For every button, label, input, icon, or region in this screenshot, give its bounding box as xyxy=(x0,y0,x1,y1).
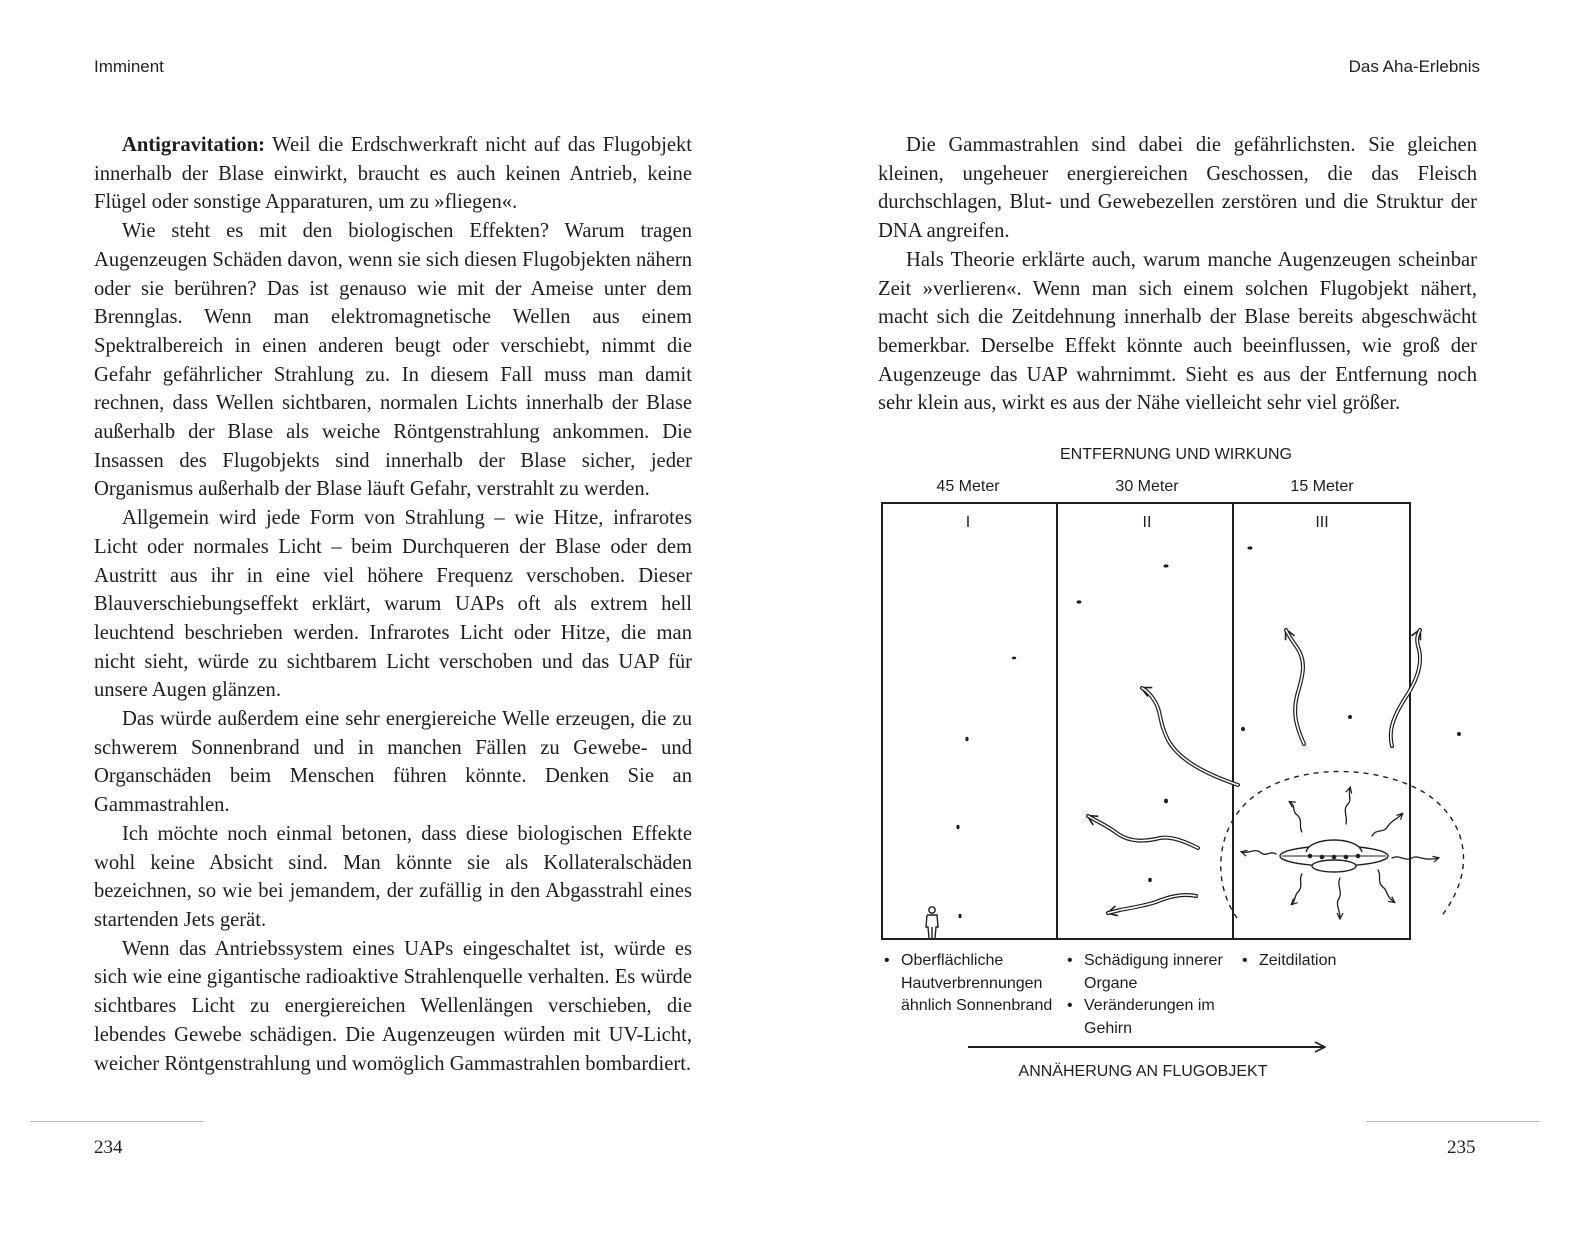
particle xyxy=(1163,564,1168,567)
zone-numeral: III xyxy=(1315,514,1329,531)
running-header-right: Das Aha-Erlebnis xyxy=(1348,57,1480,76)
paragraph: Wenn das Antriebssystem eines UAPs eingeschaltet ist, würde es sich wie eine gigantische radioaktive Strahlenquelle verhalten. Es würde sichtbares Licht zu energiereichen Wellenlängen verschieben, die lebendes Gewebe schädigen. Die Augenzeugen würden mit UV-Licht, weicher Röntgenstrahlung und womöglich Gammastrahlen bombardiert. xyxy=(94,937,692,1075)
footer-rule-right xyxy=(1366,1121,1540,1122)
emission-arrow xyxy=(1345,788,1350,824)
distance-label: 30 Meter xyxy=(1115,478,1179,495)
paragraph: Allgemein wird jede Form von Strahlung – wie Hitze, infrarotes Licht oder normales Licht – beim Durchqueren der Blase oder dem Austritt aus ihr in eine viel höhere Frequenz verschoben. Dieser Blauverschiebungseffekt erklärt, warum UAPs oft als extrem hell leuchtend beschrieben werden. Infrarotes Licht oder Hitze, die man nicht sieht, würde zu sichtbarem Licht verschoben und das UAP für unsere Augen glänzen. xyxy=(94,507,692,702)
distance-label: 15 Meter xyxy=(1290,478,1354,495)
zone-numeral: II xyxy=(1142,514,1152,531)
zone-numeral: I xyxy=(965,514,971,531)
particle xyxy=(965,737,968,741)
radiation-particles xyxy=(956,546,1461,918)
lead-term: Antigravitation: xyxy=(122,134,265,156)
effect-item: • Oberflächliche Hautverbrennungen ähnlich Sonnenbrand xyxy=(882,950,1057,1018)
particle xyxy=(956,825,959,829)
wave-arrow xyxy=(1088,816,1198,848)
particle xyxy=(1247,546,1252,549)
paragraph: Die Gammastrahlen sind dabei die gefährlichsten. Sie gleichen kleinen, ungeheuer energiereichen Geschossen, die das Fleisch durchschlagen, Blut- und Gewebezellen zerstören und die Struktur der DNA angreifen. xyxy=(878,134,1477,243)
paragraph: Wie steht es mit den biologischen Effekten? Warum tragen Augenzeugen Schäden davon, wenn sie sich diesen Flugobjekten nähern oder sie berühren? Das ist genauso wie mit der Ameise unter dem Brennglas. Wenn man elektromagnetische Wellen aus einem Spektralbereich in einen anderen beugt oder verschiebt, nimmt die Gefahr gefährlicher Strahlung zu. In diesem Fall muss man damit rechnen, dass Wellen sichtbaren, normalen Lichts innerhalb der Blase außerhalb der Blase als weiche Röntgenstrahlung ankommen. Die Insassen des Flugobjekts sind innerhalb der Blase sicher, jeder Organismus außerhalb der Blase läuft Gefahr, verstrahlt zu werden. xyxy=(94,220,692,501)
effect-item: • Veränderungen im Gehirn xyxy=(1065,995,1235,1040)
left-page-body xyxy=(94,131,692,1078)
effect-item: • Schädigung innerer Organe xyxy=(1065,950,1235,995)
emission-arrow xyxy=(1378,870,1394,902)
emission-arrow xyxy=(1337,878,1340,918)
particle xyxy=(1148,878,1152,882)
approach-label: ANNÄHERUNG AN FLUGOBJEKT xyxy=(1018,1063,1268,1080)
running-header-left: Imminent xyxy=(94,57,164,76)
right-page-body xyxy=(878,131,1477,418)
paragraph: Ich möchte noch einmal betonen, dass diese biologischen Effekte wohl keine Absicht sind. Man könnte sie als Kollateralschäden bezeichnen, so wie bei jemandem, der zufällig in den Abgasstrahl eines startenden Jets gerät. xyxy=(94,822,692,931)
ufo-icon xyxy=(1280,840,1388,872)
wave-arrow xyxy=(1142,688,1238,785)
wave-arrows-inner xyxy=(1088,630,1420,913)
wave-arrow xyxy=(1286,630,1304,744)
page-number-right: 235 xyxy=(1447,1137,1476,1158)
particle xyxy=(1348,715,1352,719)
emission-arrow xyxy=(1242,851,1276,855)
effects-zone-1 xyxy=(882,950,1057,1018)
paragraph-antigravitation xyxy=(94,131,692,217)
emission-arrow xyxy=(1292,874,1302,904)
effects-zone-3 xyxy=(1240,950,1390,973)
wave-arrow xyxy=(1391,630,1420,746)
paragraph: Hals Theorie erklärte auch, warum manche Augenzeugen scheinbar Zeit »verlieren«. Wenn man sich einem solchen Flugobjekt nähert, macht sich die Zeitdehnung innerhalb der Blase bereits abgeschwächt bemerkbar. Derselbe Effekt könnte auch beeinflussen, wie groß der Augenzeuge das UAP wahrnimmt. Sieht es aus der Entfernung noch sehr klein aus, wirkt es aus der Nähe vielleicht sehr viel größer. xyxy=(878,248,1477,415)
emission-arrow xyxy=(1392,857,1438,859)
page-number-left: 234 xyxy=(94,1137,123,1158)
footer-rule-left xyxy=(30,1121,204,1122)
emission-arrow xyxy=(1372,814,1402,836)
distance-label: 45 Meter xyxy=(936,478,1000,495)
particle xyxy=(1077,600,1082,603)
particle xyxy=(1012,657,1016,660)
effects-zone-2 xyxy=(1065,950,1235,1040)
diagram-title: ENTFERNUNG UND WIRKUNG xyxy=(1060,446,1292,463)
effect-item: • Zeitdilation xyxy=(1240,950,1390,973)
emission-arrow xyxy=(1290,802,1302,832)
wave-arrows xyxy=(1088,630,1420,913)
paragraph: Das würde außerdem eine sehr energiereiche Welle erzeugen, die zu schwerem Sonnenbrand und in manchen Fällen zu Gewebe- und Organschäden beim Menschen führen könnte. Denken Sie an Gammastrahlen. xyxy=(94,708,692,817)
warp-bubble xyxy=(1221,771,1464,918)
particle xyxy=(1241,727,1245,731)
wave-arrow xyxy=(1108,895,1196,913)
particle xyxy=(958,914,961,918)
diagram-frame xyxy=(882,503,1410,939)
lead-text: Weil die Erdschwerkraft nicht auf das Flugobjekt innerhalb der Blase einwirkt, braucht es auch keinen Antrieb, keine Flügel oder sonstige Apparaturen, um zu »fliegen«. xyxy=(94,134,692,214)
person-icon xyxy=(926,907,938,938)
particle xyxy=(1164,799,1168,804)
emission-arrows xyxy=(1242,788,1438,918)
particle xyxy=(1457,732,1461,736)
